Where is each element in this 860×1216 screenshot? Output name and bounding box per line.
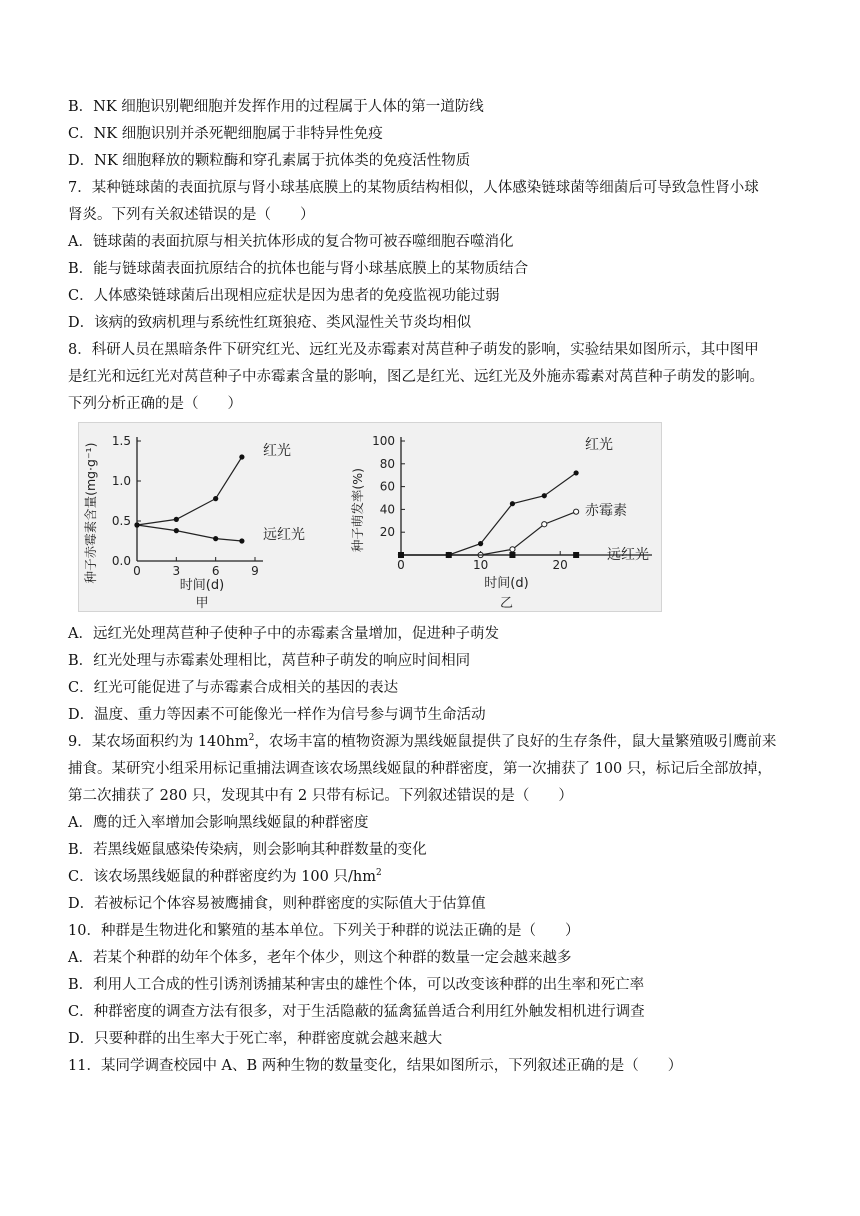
figure-8 [78, 422, 662, 612]
option-10d: D．只要种群的出生率大于死亡率，种群密度就会越来越大 [68, 1031, 443, 1047]
x-tick-label: 6 [211, 564, 220, 578]
x-tick-label: 10 [472, 558, 489, 572]
y-tick-label: 80 [379, 456, 395, 471]
series-label: 赤霉素 [585, 503, 627, 519]
data-point [573, 552, 579, 558]
x-axis-label: 时间(d) [179, 578, 225, 593]
figure-8-charts [79, 423, 661, 611]
x-tick-label: 0 [133, 564, 141, 578]
data-point [574, 509, 579, 514]
data-point [174, 517, 179, 522]
option-7c: C．人体感染链球菌后出现相应症状是因为患者的免疫监视功能过弱 [68, 288, 500, 304]
series-label: 红光 [585, 437, 613, 453]
series-label: 远红光 [263, 527, 305, 543]
y-tick-label: 0.5 [111, 514, 131, 528]
q9c-text: C．该农场黑线姬鼠的种群密度约为 100 只/hm [68, 869, 376, 885]
series-line [137, 525, 242, 541]
option-9c [68, 867, 382, 887]
option-8b: B．红光处理与赤霉素处理相比，莴苣种子萌发的响应时间相同 [68, 653, 471, 669]
question-7-stem-2: 肾炎。下列有关叙述错误的是（ ） [68, 207, 315, 223]
option-9d: D．若被标记个体容易被鹰捕食，则种群密度的实际值大于估算值 [68, 896, 486, 912]
x-tick-label: 3 [172, 564, 181, 578]
data-point [478, 541, 483, 546]
option-10b: B．利用人工合成的性引诱剂诱捕某种害虫的雄性个体，可以改变该种群的出生率和死亡率 [68, 977, 645, 993]
option-6c: C．NK 细胞识别并杀死靶细胞属于非特异性免疫 [68, 126, 383, 142]
x-tick-label: 20 [552, 558, 568, 572]
y-tick-label: 1.0 [111, 474, 131, 488]
data-point [174, 528, 179, 533]
panel-label: 乙 [499, 596, 514, 611]
option-10a: A．若某个种群的幼年个体多，老年个体少，则这个种群的数量一定会越来越多 [68, 950, 572, 966]
series-label: 红光 [263, 443, 291, 459]
y-tick-label: 0.0 [111, 554, 131, 568]
question-7-stem-1: 7．某种链球菌的表面抗原与肾小球基底膜上的某物质结构相似，人体感染链球菌等细菌后可导致急性肾小球 [68, 180, 759, 196]
data-point [542, 493, 547, 498]
series-line [401, 473, 576, 555]
option-9b: B．若黑线姬鼠感染传染病，则会影响其种群数量的变化 [68, 842, 427, 858]
question-9-stem-3: 第二次捕获了 280 只，发现其中有 2 只带有标记。下列叙述错误的是（ ） [68, 788, 573, 804]
option-8c: C．红光可能促进了与赤霉素合成相关的基因的表达 [68, 680, 399, 696]
data-point [510, 547, 515, 552]
y-tick-label: 60 [379, 479, 395, 494]
question-8-stem-3: 下列分析正确的是（ ） [68, 396, 242, 412]
option-7a: A．链球菌的表面抗原与相关抗体形成的复合物可被吞噬细胞吞噬消化 [68, 234, 514, 250]
option-9a: A．鹰的迁入率增加会影响黑线姬鼠的种群密度 [68, 815, 369, 831]
x-tick-label: 9 [251, 564, 259, 578]
data-point [239, 454, 244, 459]
question-11-stem: 11．某同学调查校园中 A、B 两种生物的数量变化，结果如图所示，下列叙述正确的是（ ） [68, 1058, 683, 1074]
data-point [510, 501, 515, 506]
data-point [213, 536, 218, 541]
option-6d: D．NK 细胞释放的颗粒酶和穿孔素属于抗体类的免疫活性物质 [68, 153, 471, 169]
data-point [542, 522, 547, 527]
data-point [574, 470, 579, 475]
option-7d: D．该病的致病机理与系统性红斑狼疮、类风湿性关节炎均相似 [68, 315, 472, 331]
question-8-stem-1: 8．科研人员在黑暗条件下研究红光、远红光及赤霉素对莴苣种子萌发的影响，实验结果如图所示，其中图甲 [68, 342, 759, 358]
y-tick-label: 40 [379, 502, 395, 517]
option-6b: B．NK 细胞识别靶细胞并发挥作用的过程属于人体的第一道防线 [68, 99, 484, 115]
chart-jia [83, 434, 305, 611]
option-7b: B．能与链球菌表面抗原结合的抗体也能与肾小球基底膜上的某物质结合 [68, 261, 529, 277]
data-point [446, 552, 452, 558]
option-8a: A．远红光处理莴苣种子使种子中的赤霉素含量增加，促进种子萌发 [68, 626, 499, 642]
question-9-stem-1 [68, 732, 776, 752]
x-tick-label: 0 [397, 558, 405, 572]
option-10c: C．种群密度的调查方法有很多，对于生活隐蔽的猛禽猛兽适合利用红外触发相机进行调查 [68, 1004, 645, 1020]
x-axis-label: 时间(d) [484, 576, 529, 591]
y-tick-label: 100 [372, 434, 395, 448]
data-point [239, 538, 244, 543]
y-tick-label: 20 [379, 525, 395, 540]
q9-text-b: ，农场丰富的植物资源为黑线姬鼠提供了良好的生存条件，鼠大量繁殖吸引鹰前来 [254, 734, 777, 750]
chart-yi [350, 434, 652, 611]
data-point [398, 552, 404, 558]
data-point [509, 552, 515, 558]
y-axis-label: 种子萌发率(%) [350, 467, 365, 553]
series-line [137, 457, 242, 525]
panel-label: 甲 [195, 596, 209, 611]
question-8-stem-2: 是红光和远红光对莴苣种子中赤霉素含量的影响，图乙是红光、远红光及外施赤霉素对莴苣种子萌发的影响。 [68, 369, 764, 385]
data-point [134, 522, 139, 527]
y-axis-label: 种子赤霉素含量(mg·g⁻¹) [83, 442, 98, 584]
y-tick-label: 1.5 [111, 434, 131, 448]
question-10-stem: 10．种群是生物进化和繁殖的基本单位。下列关于种群的说法正确的是（ ） [68, 923, 580, 939]
q9-superscript-a: 2 [248, 733, 255, 744]
series-label: 远红光 [607, 547, 649, 563]
q9c-superscript: 2 [375, 868, 382, 879]
option-8d: D．温度、重力等因素不可能像光一样作为信号参与调节生命活动 [68, 707, 486, 723]
q9-text-a: 9．某农场面积约为 140hm [68, 734, 249, 750]
question-9-stem-2: 捕食。某研究小组采用标记重捕法调查该农场黑线姬鼠的种群密度，第一次捕获了 100 只，标记后全部放掉， [68, 761, 772, 777]
data-point [213, 496, 218, 501]
